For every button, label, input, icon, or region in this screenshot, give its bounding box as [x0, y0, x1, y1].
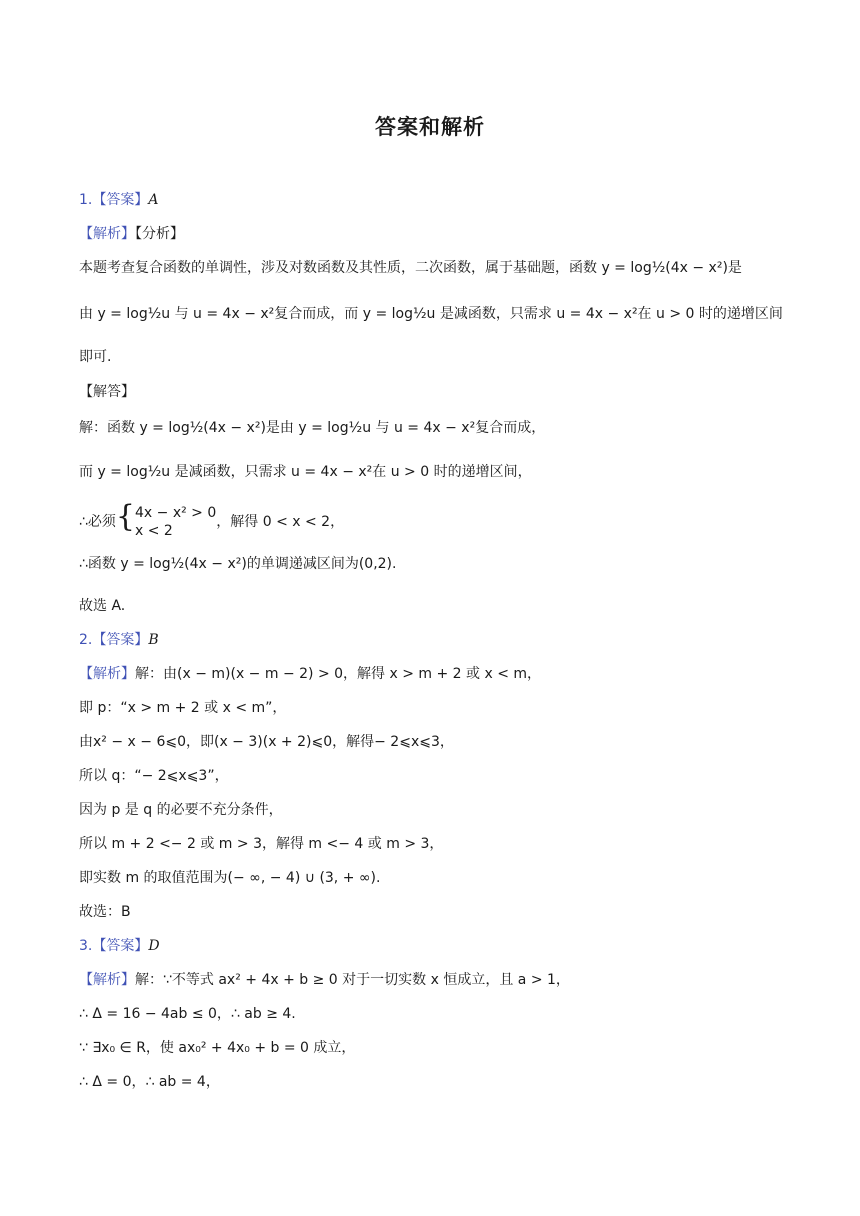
q2-answer-header [79, 630, 159, 650]
q1-analysis-header [79, 224, 184, 244]
q2-answer-tag: 【答案】 [92, 632, 149, 648]
q3-analysis-tag: 【解析】 [79, 972, 135, 988]
inequality-system [135, 504, 216, 540]
q1-solution-tag: 【解答】 [79, 384, 135, 400]
q3-line-1-text: 解：∵不等式 ax² + 4x + b ≥ 0 对于一切实数 x 恒成立，且 a > 1， [135, 972, 570, 988]
left-brace: { [115, 499, 136, 534]
q2-line-3: 由x² − x − 6⩽0，即(x − 3)(x + 2)⩽0，解得− 2⩽x⩽3， [79, 734, 454, 750]
q1-solution-line-5: 故选 A. [79, 598, 126, 614]
q1-solution-line-1: 解：函数 y = log½(4x − x²)是由 y = log½u 与 u = 4x − x²复合而成， [79, 420, 546, 436]
q3-line-4: ∴ Δ = 0，∴ ab = 4， [79, 1074, 220, 1090]
q2-analysis-line-1 [79, 664, 541, 684]
q3-analysis-line-1 [79, 970, 570, 990]
q2-analysis-tag: 【解析】 [79, 666, 135, 682]
q3-answer-tag: 【答案】 [92, 938, 149, 954]
q3-line-3: ∵ ∃x₀ ∈ R，使 ax₀² + 4x₀ + b = 0 成立， [79, 1040, 356, 1056]
q2-line-4: 所以 q：“− 2⩽x⩽3”， [79, 768, 229, 784]
q2-line-5: 因为 p 是 q 的必要不充分条件， [79, 802, 283, 818]
q1-solution-line-4: ∴函数 y = log½(4x − x²)的单调递减区间为(0,2). [79, 556, 397, 572]
q2-answer-value: B [148, 632, 159, 648]
q3-line-2: ∴ Δ = 16 − 4ab ≤ 0，∴ ab ≥ 4. [79, 1006, 296, 1022]
q3-number: 3. [79, 938, 93, 954]
q1-analysis-line-3: 即可. [79, 349, 112, 365]
system-row-1: 4x − x² > 0 [135, 505, 217, 521]
page-title: 答案和解析 [375, 115, 485, 139]
q1-analysis-subtag: 【分析】 [135, 226, 184, 242]
q2-line-8: 故选：B [79, 904, 131, 920]
q2-line-2: 即 p：“x > m + 2 或 x < m”， [79, 700, 287, 716]
q1-therefore-must: ∴必须 [79, 514, 116, 530]
q3-answer-value: D [148, 938, 160, 954]
q1-answer-value: A [148, 192, 159, 208]
q1-analysis-tag: 【解析】 [79, 226, 135, 242]
q1-analysis-line-1: 本题考查复合函数的单调性，涉及对数函数及其性质，二次函数，属于基础题，函数 y = log½(4x − x²)是 [79, 260, 742, 276]
q2-line-1-text: 解：由(x − m)(x − m − 2) > 0，解得 x > m + 2 或 x < m， [135, 666, 542, 682]
q2-line-6: 所以 m + 2 <− 2 或 m > 3，解得 m <− 4 或 m > 3， [79, 836, 444, 852]
q1-answer-header [79, 190, 158, 210]
q2-number: 2. [79, 632, 93, 648]
q1-solve-result: ，解得 0 < x < 2， [216, 514, 345, 530]
system-row-2: x < 2 [135, 523, 173, 539]
q1-answer-tag: 【答案】 [92, 192, 149, 208]
q1-solution-line-2: 而 y = log½u 是减函数，只需求 u = 4x − x²在 u > 0 时的递增区间， [79, 464, 532, 480]
q1-analysis-line-2: 由 y = log½u 与 u = 4x − x²复合而成，而 y = log½u 是减函数，只需求 u = 4x − x²在 u > 0 时的递增区间 [79, 306, 783, 322]
q3-answer-header [79, 936, 160, 956]
q1-solution-line-3 [79, 499, 345, 540]
q2-line-7: 即实数 m 的取值范围为(− ∞, − 4) ∪ (3, + ∞). [79, 870, 381, 886]
q1-number: 1. [79, 192, 93, 208]
